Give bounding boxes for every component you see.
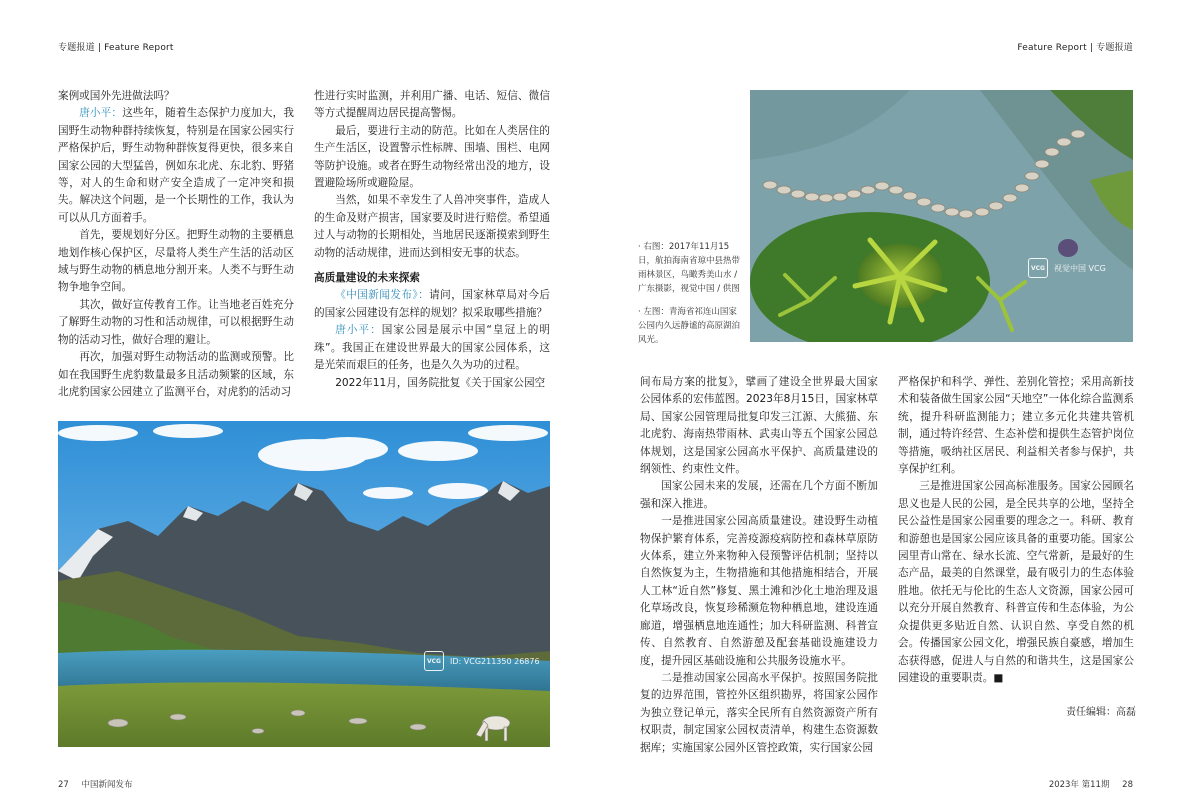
photo-watermark (1028, 258, 1106, 278)
publication-title: 中国新闻发布 (81, 780, 133, 790)
paragraph: 严格保护和科学、弹性、差别化管控；采用高新技术和装备做生国家公园“天地空”一体化综合监测系统，提升科研监测能力；建立多元化共建共管机制，通过特许经营、生态补偿和提供生态管护岗位等措施，吸纳社区居民、利益相关者参与保护，共享保护红利。 (898, 376, 1134, 476)
mountain-lake-illustration (58, 421, 550, 747)
paragraph: 国家公园未来的发展，还需在几个方面不断加强和深入推进。 (640, 480, 878, 510)
photo-caption-left: · 左图：青海省祁连山国家公园内久远静谧的高原湖泊风光。 (638, 307, 741, 345)
mountain-lake-photo (58, 421, 550, 747)
paragraph: 性进行实时监测，并利用广播、电话、短信、微信等方式提醒周边居民提高警惕。 (314, 90, 550, 120)
paragraph: 当然，如果不幸发生了人兽冲突事件，造成人的生命及财产损害，国家要及时进行赔偿。希望通过人与动物的长期相处，当地居民逐渐摸索到野生动物的活动规律，进而达到相安无事的状态。 (314, 194, 550, 259)
photo-caption-right: · 右图：2017年11月15日，航拍海南省琼中县热带雨林景区，鸟瞰秀美山水 / 广东摄影，视觉中国 / 供图 (638, 242, 741, 294)
paragraph: 一是推进国家公园高质量建设。建设野生动植物保护繁育体系，完善疫源疫病防控和森林草原防火体系，建立外来物种入侵预警评估机制；坚持以自然恢复为主，生物措施和其他措施相结合，开展人工林“近自然”修复、黑土滩和沙化土地治理及退化草场改良，恢复珍稀濒危物种栖息地，建设连通廊道，增强栖息地连通性；加大科研监测、科普宣传、自然教育、自然游憩及配套基础设施建设力度，提升园区基础设施和公共服务设施水平。 (640, 515, 878, 667)
text-column-3 (640, 374, 878, 757)
text-column-4 (898, 374, 1134, 687)
paragraph: 三是推进国家公园高标准服务。国家公园顾名思义也是人民的公园，是全民共享的公地，坚持全民公益性是国家公园重要的理念之一。科研、教育和游憩也是国家公园应该具备的重要功能。国家公园里青山常在、绿水长流、空气常新，是最好的生态产品，最美的自然课堂，最有吸引力的生态体验胜地。依托无与伦比的生态人文资源，国家公园可以充分开展自然教育、科普宣传和生态体验，为公众提供更多贴近自然、认识自然、享受自然的机会。传播国家公园文化，增强民族自豪感，增加生态获得感，促进人与自然的和谐共生，这是国家公园建设的重要职责。■ (898, 480, 1134, 684)
paragraph: 其次，做好宣传教育工作。让当地老百姓充分了解野生动物的习性和活动规律，可以根据野生动物的活动习性，做好合理的避让。 (58, 298, 294, 346)
watermark-text: 视觉中国 VCG (1054, 263, 1106, 273)
paragraph-text: 这些年，随着生态保护力度加大，我国野生动物种群持续恢复，特别是在国家公园实行严格保护后，野生动物种群恢复得更快，很多来自国家公园的大型猛兽，例如东北虎、东北豹、野猪等，对人的生命和财产安全造成了一定冲突和损失。解决这个问题，是一个长期性的工作，我认为可以从几方面着手。 (58, 107, 295, 224)
page-number: 28 (1122, 780, 1133, 790)
running-header-left: 专题报道 | Feature Report (58, 43, 174, 53)
paragraph: 2022年11月，国务院批复《关于国家公园空 (335, 376, 546, 389)
folio-right (1049, 778, 1133, 790)
paragraph-text: 请问，国家林草局对今后的国家公园建设有怎样的规划？拟采取哪些措施？ (314, 289, 551, 319)
issue-label: 2023年 第11期 (1048, 780, 1110, 790)
paragraph: 间布局方案的批复》，擘画了建设全世界最大国家公园体系的宏伟蓝图。2023年8月15日，国家林草局、国家公园管理局批复印发三江源、大熊猫、东北虎豹、海南热带雨林、武夷山等五个国家公园总体规划，这是国家公园高水平保护、高质量建设的纲领性、约束性文件。 (640, 376, 878, 476)
photo-watermark (424, 651, 540, 671)
page-number: 27 (58, 780, 69, 790)
paragraph: 二是推动国家公园高水平保护。按照国务院批复的边界范围，管控外区组织勘界，将国家公园作为独立登记单元，落实全民所有自然资源资产所有权职责，制定国家公园权责清单，构建生态资源数据库；实施国家公园外区管控政策，实行国家公园 (640, 671, 878, 754)
question-paragraph (314, 287, 550, 322)
running-header-right: Feature Report | 专题报道 (1017, 43, 1133, 53)
speaker-label: 唐小平： (335, 324, 382, 337)
paragraph: 案例或国外先进做法吗？ (58, 90, 175, 102)
folio-left (58, 778, 133, 790)
section-heading: 高质量建设的未来探索 (314, 272, 420, 285)
paragraph: 首先，要规划好分区。把野生动物的主要栖息地划作核心保护区，尽量将人类生产生活的活动区域与野生动物的栖息地分割开来。人类不与野生动物争地争空间。 (58, 229, 294, 294)
answer-paragraph (314, 322, 550, 374)
aerial-lake-illustration (750, 90, 1133, 342)
speaker-label: 唐小平： (79, 107, 123, 120)
aerial-lake-photo (750, 90, 1133, 342)
text-column-1 (58, 88, 294, 401)
vcg-logo-icon: VCG (424, 651, 444, 671)
paragraph: 最后，要进行主动的防范。比如在人类居住的生产生活区，设置警示性标牌、围墙、围栏、电网等防护设施。或者在野生动物经常出没的地方，设置避险场所或避险屋。 (314, 124, 550, 190)
watermark-text: ID: VCG211350 26876 (450, 656, 540, 666)
text-column-2 (314, 88, 550, 392)
vcg-logo-icon: VCG (1028, 258, 1048, 278)
paragraph-text: 国家公园是展示中国“皇冠上的明珠”。我国正在建设世界最大的国家公园体系，这是光荣而艰巨的任务，也是久久为功的过程。 (314, 324, 550, 372)
paragraph: 再次，加强对野生动物活动的监测或预警。比如在我国野生虎豹数量最多且活动频繁的区域，东北虎豹国家公园建立了监测平台，对虎豹的活动习 (58, 351, 294, 398)
responsible-editor: 责任编辑：高磊 (1066, 707, 1136, 718)
speaker-label: 《中国新闻发布》： (335, 289, 430, 302)
answer-paragraph (58, 105, 294, 227)
